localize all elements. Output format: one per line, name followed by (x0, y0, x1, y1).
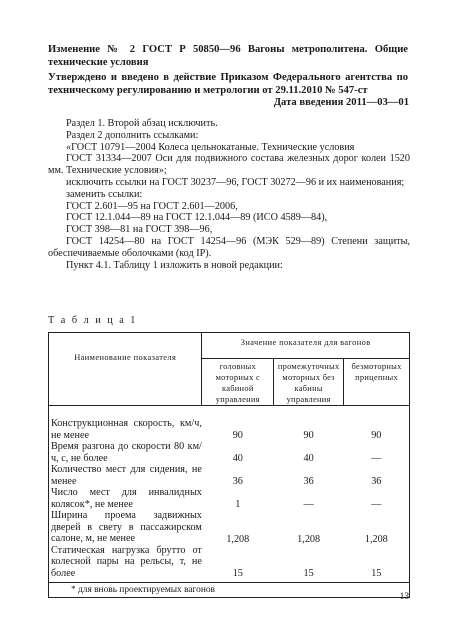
table-footnote: * для вновь проектируемых вагонов (49, 583, 410, 598)
row-value: 1,208 (344, 510, 410, 545)
table-label: Т а б л и ц а 1 (48, 315, 138, 326)
page-number: 13 (399, 592, 409, 602)
row-value: 1,208 (297, 533, 321, 545)
table-row (49, 464, 410, 487)
column-header-intermediate-cars: промежуточных моторных без кабины управления (274, 359, 344, 406)
paragraph: Раздел 2 дополнить ссылками: (66, 129, 199, 141)
row-value: — (344, 441, 410, 464)
row-value: 40 (303, 453, 314, 464)
table-row (49, 487, 410, 510)
row-name: Время разгона до скорости 80 км/ч, с, не более (49, 441, 202, 464)
paragraph: ГОСТ 12.1.044—89 на ГОСТ 12.1.044—89 (ИСО 4589—84), (66, 212, 328, 224)
row-value: 36 (303, 476, 314, 487)
column-header-head-cars: головных моторных с кабиной управления (202, 359, 274, 406)
paragraph: ГОСТ 2.601—95 на ГОСТ 2.601—2006, (66, 200, 238, 212)
row-value: 40 (232, 453, 243, 464)
row-value: 36 (344, 464, 410, 487)
paragraph: «ГОСТ 10791—2004 Колеса цельнокатаные. Технические условия (66, 141, 355, 153)
row-value: — (303, 499, 314, 510)
row-name: Статическая нагрузка брутто от колесной пары на рельсы, т, не более (49, 545, 202, 583)
row-value: 36 (232, 476, 243, 487)
row-value: 15 (303, 568, 314, 579)
spacer-row (49, 406, 410, 419)
row-name: Конструкционная скорость, км/ч, не менее (49, 418, 202, 441)
table-row (49, 545, 410, 583)
amendment-title: Изменение № 2 ГОСТ Р 50850—96 Вагоны метрополитена. Общие технические условия (48, 44, 408, 68)
paragraph: Раздел 1. Второй абзац исключить. (66, 118, 218, 129)
paragraph: заменить ссылки: (66, 188, 143, 200)
row-value: 1 (235, 499, 241, 510)
row-value: 1,208 (226, 533, 250, 545)
paragraph: исключить ссылки на ГОСТ 30237—96, ГОСТ 30272—96 и их наименования; (66, 176, 405, 188)
paragraph: ГОСТ 31334—2007 Оси для подвижного состава железных дорог колеи 1520 мм. Технические условия»; (48, 153, 410, 177)
paragraph: ГОСТ 14254—80 на ГОСТ 14254—96 (МЭК 529—89) Степени защиты, обеспечиваемые оболочками (код IP). (48, 235, 410, 259)
row-value: 90 (344, 418, 410, 441)
paragraph: ГОСТ 398—81 на ГОСТ 398—96, (66, 224, 213, 236)
table-row (49, 510, 410, 545)
approval-statement: Утверждено и введено в действие Приказом Федерального агентства по техническому регулированию и метрологии от 29.11.2010 № 547-ст (48, 72, 408, 96)
row-value: — (344, 487, 410, 510)
body-text (48, 118, 410, 271)
paragraph: Пункт 4.1. Таблицу 1 изложить в новой редакции: (66, 259, 283, 271)
effective-date: Дата введения 2011—03—01 (273, 97, 409, 108)
indicator-table (48, 332, 410, 598)
row-value: 15 (344, 545, 410, 583)
row-name: Количество мест для сидения, не менее (49, 464, 202, 487)
row-value: 15 (232, 568, 243, 579)
row-value: 90 (303, 430, 314, 441)
row-name: Ширина проема задвижных дверей в свету в пассажирском салоне, м, не менее (49, 510, 202, 545)
table-row (49, 441, 410, 464)
row-name: Число мест для инвалидных колясок*, не менее (49, 487, 202, 510)
row-value: 90 (232, 430, 243, 441)
column-header-trailer-cars: безмоторных прицепных (344, 359, 410, 406)
group-column-header: Значение показателя для вагонов (202, 333, 410, 359)
table-row (49, 418, 410, 441)
name-column-header: Наименование показателя (49, 333, 202, 406)
